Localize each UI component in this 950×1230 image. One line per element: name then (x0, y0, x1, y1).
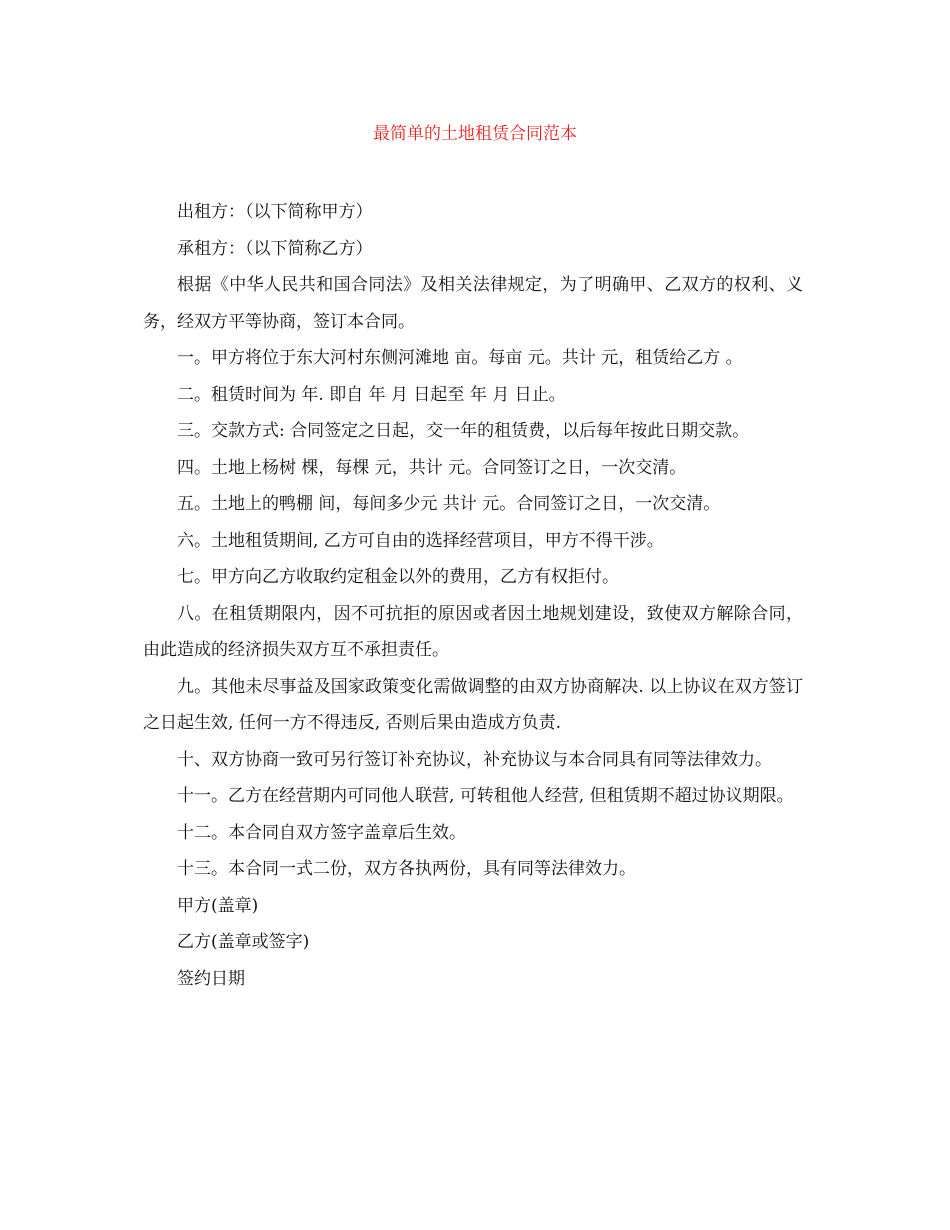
document-body (143, 194, 803, 997)
clause-7: 七。甲方向乙方收取约定租金以外的费用，乙方有权拒付。 (177, 567, 619, 587)
paragraph-lessor: 出租方：（以下简称甲方） (177, 202, 373, 222)
clause-12: 十二。本合同自双方签字盖章后生效。 (177, 822, 466, 843)
clause-9: 九。其他未尽事益及国家政策变化需做调整的由双方协商解决. 以上协议在双方签订之日起生效, 任何一方不得违反, 否则后果由造成方负责. (143, 676, 803, 733)
clause-2: 二。租赁时间为 年. 即自 年 月 日起至 年 月 日止。 (177, 384, 566, 405)
clause-11: 十一。乙方在经营期内可同他人联营, 可转租他人经营, 但租赁期不超过协议期限。 (177, 786, 794, 806)
paragraph-preamble: 根据《中华人民共和国合同法》及相关法律规定，为了明确甲、乙双方的权利、义务，经双方平等协商，签订本合同。 (143, 275, 803, 332)
clause-3: 三。交款方式: 合同签定之日起，交一年的租赁费，以后每年按此日期交款。 (177, 421, 750, 441)
signature-party-b: 乙方(盖章或签字) (177, 932, 310, 952)
clause-1: 一。甲方将位于东大河村东侧河滩地 亩。每亩 元。共计 元，租赁给乙方 。 (177, 348, 743, 368)
clause-5: 五。土地上的鸭棚 间，每间多少元 共计 元。合同签订之日，一次交清。 (177, 494, 721, 514)
signature-party-a: 甲方(盖章) (177, 895, 259, 916)
clause-6: 六。土地租赁期间, 乙方可自由的选择经营项目，甲方不得干涉。 (177, 530, 664, 551)
signing-date: 签约日期 (177, 968, 245, 989)
document-title: 最简单的土地租赁合同范本 (373, 124, 577, 144)
clause-13: 十三。本合同一式二份，双方各执两份，具有同等法律效力。 (177, 859, 636, 879)
clause-8: 八。在租赁期限内，因不可抗拒的原因或者因土地规划建设，致使双方解除合同，由此造成的经济损失双方互不承担责任。 (143, 603, 803, 660)
paragraph-lessee: 承租方：（以下简称乙方） (177, 238, 373, 259)
clause-4: 四。土地上杨树 棵，每棵 元，共计 元。合同签订之日，一次交清。 (177, 457, 687, 478)
clause-10: 十、双方协商一致可另行签订补充协议，补充协议与本合同具有同等法律效力。 (177, 749, 772, 770)
